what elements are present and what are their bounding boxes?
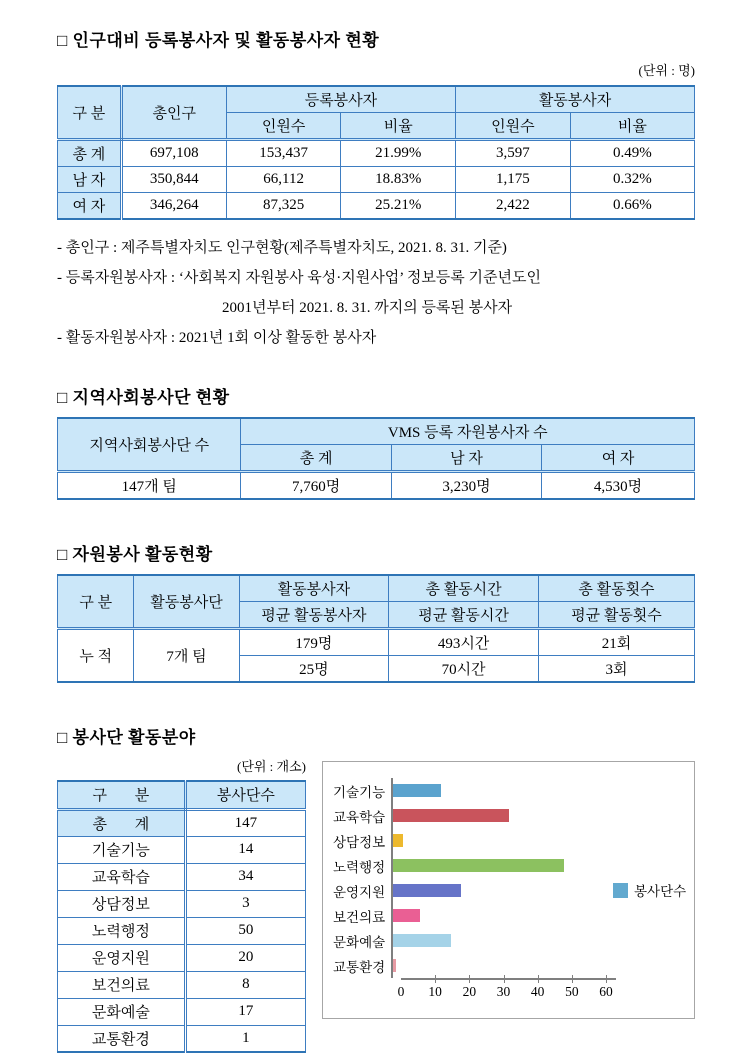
t4-row-label: 보건의료 [58,971,186,998]
t3-header-counts: 총 활동횟수 [538,575,694,602]
table-row [58,863,306,890]
t1-row-male-label: 남 자 [58,167,122,193]
table-row [58,472,695,500]
table-row [58,629,695,656]
chart-axis-tick-label: 0 [397,984,405,999]
chart-bar-row [333,853,694,878]
t1-male-act-count: 1,175 [456,167,571,193]
legend-label: 봉사단수 [634,884,687,899]
t1-total-act-count: 3,597 [456,140,571,167]
t3-avg-counts: 3회 [538,656,694,683]
t4-row-value: 14 [185,836,305,863]
chart-bar-row [333,928,694,953]
footnote-registered: - 등록자원봉사자 : ‘사회복지 자원봉사 육성·지원사업’ 정보등록 기준년도인 [57,270,541,286]
section1-unit-label: (단위 : 명) [638,63,695,78]
section4-title: □ 봉사단 활동분야 [57,728,196,747]
chart-axis-tick-label: 50 [565,984,579,999]
chart-bar [393,934,451,947]
t1-row-total-label: 총 계 [58,140,122,167]
t2-total-value: 7,760명 [241,472,391,500]
section3-title: □ 자원봉사 활동현황 [57,545,213,564]
chart-bar [393,959,396,972]
chart-bar-track [391,928,606,953]
table-row [58,193,695,220]
chart-axis-tick-label: 10 [428,984,442,999]
t1-total-reg-count: 153,437 [226,140,341,167]
chart-axis-tick-label: 30 [496,984,511,999]
volunteer-field-bar-chart [322,761,695,1019]
chart-category-label: 상담정보 [333,834,386,850]
chart-category-label: 교통환경 [333,959,386,975]
t2-header-vms: VMS 등록 자원봉사자 수 [241,418,695,445]
section2-title: □ 지역사회봉사단 현황 [57,388,230,407]
t4-row-value: 17 [185,998,305,1025]
t3-header-avg-hours: 평균 활동시간 [389,602,539,629]
t2-header-female: 여 자 [542,445,695,472]
chart-bar-track [391,953,606,978]
chart-bar [393,859,564,872]
chart-bar [393,909,420,922]
t4-header-group: 구 분 [58,781,186,809]
t1-header-group: 구 분 [58,86,122,140]
t2-header-teams: 지역사회봉사단 수 [58,418,241,472]
chart-category-label: 보건의료 [333,909,386,925]
legend-swatch [613,883,628,898]
t3-avg-hours: 70시간 [389,656,539,683]
chart-category-label: 운영지원 [333,884,386,900]
table-row [58,890,306,917]
chart-bar-track [391,903,606,928]
chart-bar [393,809,509,822]
population-volunteer-table [57,85,695,220]
table-row [58,998,306,1025]
table-row [58,944,306,971]
table-row [58,971,306,998]
t3-total-hours: 493시간 [389,629,539,656]
t3-avg-volunteers: 25명 [239,656,389,683]
t3-header-avg-counts: 평균 활동횟수 [538,602,694,629]
chart-bar [393,834,403,847]
t1-header-population: 총인구 [121,86,226,140]
section4-unit-label: (단위 : 개소) [236,759,306,774]
chart-bar [393,784,441,797]
t1-male-act-ratio: 0.32% [570,167,694,193]
t1-male-reg-ratio: 18.83% [341,167,456,193]
chart-bar-row [333,828,694,853]
chart-category-label: 문화예술 [333,934,386,950]
t2-teams-value: 147개 팀 [58,472,241,500]
t1-header-act-ratio: 비율 [570,113,694,140]
chart-bar-track [391,803,606,828]
t1-male-reg-count: 66,112 [226,167,341,193]
t4-row-value: 34 [185,863,305,890]
chart-bar-track [391,853,606,878]
t4-row-value: 20 [185,944,305,971]
t1-female-act-ratio: 0.66% [570,193,694,220]
t3-header-teams: 활동봉사단 [134,575,239,629]
t1-header-active: 활동봉사자 [456,86,695,113]
t1-female-reg-ratio: 25.21% [341,193,456,220]
t1-header-reg-ratio: 비율 [341,113,456,140]
t4-row-label: 상담정보 [58,890,186,917]
chart-plot [333,778,694,978]
chart-bar [393,884,461,897]
table-row [58,140,695,167]
chart-axis-tick-label: 20 [462,984,477,999]
community-team-table [57,417,695,500]
t3-header-hours: 총 활동시간 [389,575,539,602]
chart-bar-row [333,953,694,978]
t4-row-label: 문화예술 [58,998,186,1025]
chart-bar-track [391,828,606,853]
t4-row-value: 8 [185,971,305,998]
t4-row-value: 1 [185,1025,305,1052]
t3-total-counts: 21회 [538,629,694,656]
chart-bar-track [391,778,606,803]
table-row [58,836,306,863]
chart-axis-tick-label: 60 [599,984,613,999]
t4-row-label: 노력행정 [58,917,186,944]
footnote-registered-cont: 2001년부터 2021. 8. 31. 까지의 등록된 봉사자 [222,300,513,316]
t1-female-act-count: 2,422 [456,193,571,220]
chart-axis-tick-label: 40 [530,984,545,999]
chart-x-tick-labels [397,980,694,1002]
chart-bar-row [333,903,694,928]
t3-row-label: 누 적 [58,629,134,683]
t1-header-reg-count: 인원수 [226,113,341,140]
chart-bar-track [391,878,606,903]
t1-total-reg-ratio: 21.99% [341,140,456,167]
table-row [58,917,306,944]
t3-header-avg-volunteers: 평균 활동봉사자 [239,602,389,629]
t4-row-label: 교통환경 [58,1025,186,1052]
footnotes [57,233,695,353]
chart-category-label: 교육학습 [333,809,386,825]
t2-header-total: 총 계 [241,445,391,472]
table-row [58,167,695,193]
t4-row-value: 3 [185,890,305,917]
chart-bar-row [333,778,694,803]
table-row [58,1025,306,1052]
t1-female-population: 346,264 [121,193,226,220]
t4-row-value: 50 [185,917,305,944]
t3-total-volunteers: 179명 [239,629,389,656]
t4-header-count: 봉사단수 [185,781,305,809]
t3-header-group: 구 분 [58,575,134,629]
footnote-population: - 총인구 : 제주특별자치도 인구현황(제주특별자치도, 2021. 8. 31. 기준) [57,240,507,256]
t1-total-act-ratio: 0.49% [570,140,694,167]
t1-female-reg-count: 87,325 [226,193,341,220]
t4-total-label: 총 계 [58,809,186,836]
t3-header-volunteers: 활동봉사자 [239,575,389,602]
t2-female-value: 4,530명 [542,472,695,500]
t1-row-female-label: 여 자 [58,193,122,220]
t2-male-value: 3,230명 [391,472,541,500]
t4-total-value: 147 [185,809,305,836]
activity-field-table [57,780,306,1053]
t1-header-registered: 등록봉사자 [226,86,455,113]
t4-row-label: 교육학습 [58,863,186,890]
chart-bar-row [333,803,694,828]
t2-header-male: 남 자 [391,445,541,472]
t4-row-label: 기술기능 [58,836,186,863]
t1-total-population: 697,108 [121,140,226,167]
t1-male-population: 350,844 [121,167,226,193]
chart-category-label: 노력행정 [333,859,386,875]
t3-teams-value: 7개 팀 [134,629,239,683]
chart-legend [613,880,686,900]
section1-title: □ 인구대비 등록봉사자 및 활동봉사자 현황 [57,31,380,50]
t4-row-label: 운영지원 [58,944,186,971]
t1-header-act-count: 인원수 [456,113,571,140]
chart-category-label: 기술기능 [333,784,386,800]
activity-status-table [57,574,695,683]
table-row [58,809,306,836]
footnote-active: - 활동자원봉사자 : 2021년 1회 이상 활동한 봉사자 [57,330,377,346]
